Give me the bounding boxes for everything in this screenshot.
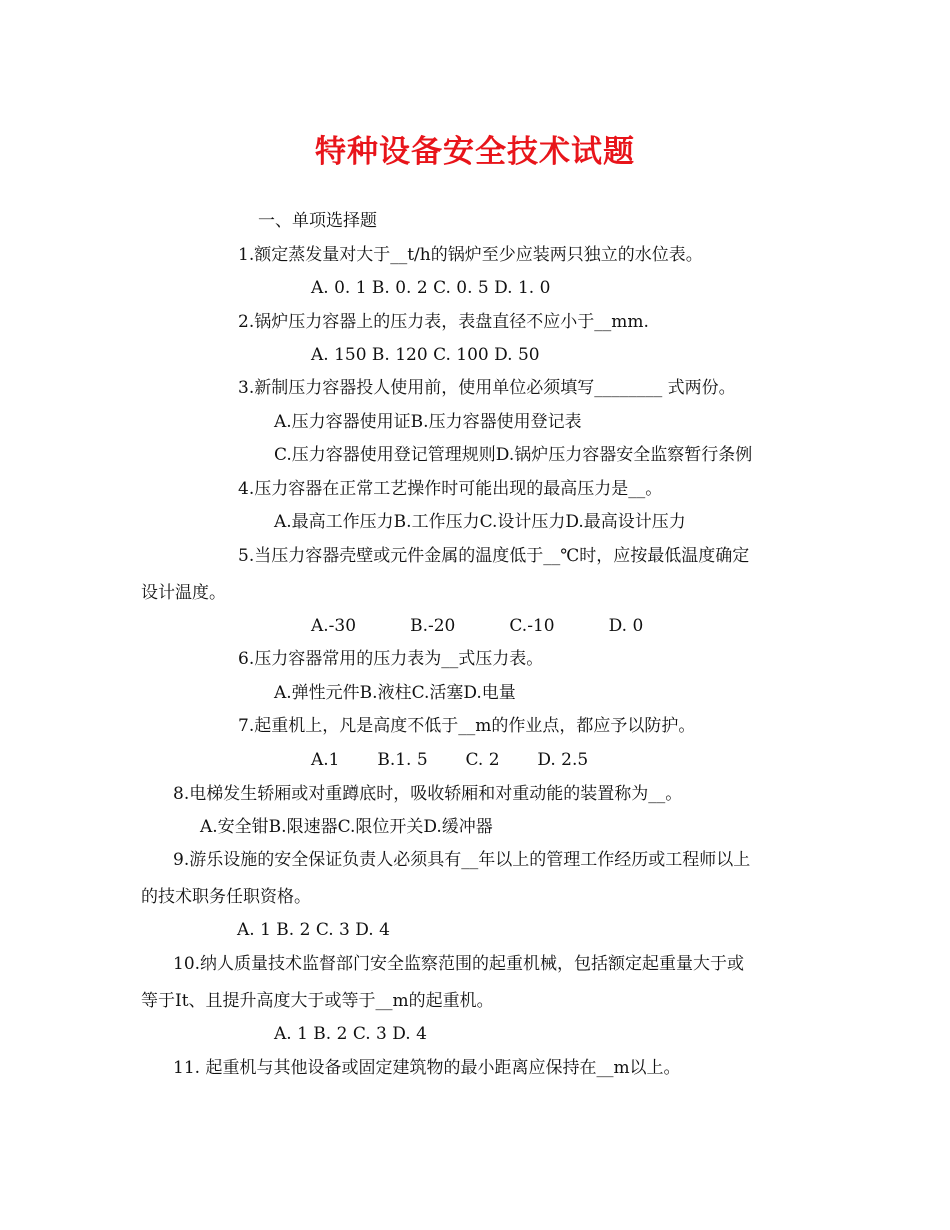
question-8-options: A.安全钳B.限速器C.限位开关D.缓冲器	[200, 817, 493, 837]
section-heading: 一、单项选择题	[258, 211, 377, 231]
question-9-options: A. 1 B. 2 C. 3 D. 4	[237, 920, 390, 940]
document-title: 特种设备安全技术试题	[315, 134, 635, 170]
question-1-options: A. 0. 1 B. 0. 2 C. 0. 5 D. 1. 0	[311, 278, 551, 298]
question-7-stem: 7.起重机上，凡是高度不低于__m的作业点，都应予以防护。	[238, 716, 696, 736]
question-10-options: A. 1 B. 2 C. 3 D. 4	[274, 1024, 427, 1044]
question-5-options: A.-30 B.-20 C.-10 D. 0	[311, 616, 644, 636]
question-7-options: A.1 B.1. 5 C. 2 D. 2.5	[311, 750, 589, 770]
question-3-options-line-1: A.压力容器使用证B.压力容器使用登记表	[274, 412, 582, 432]
question-11-stem: 11. 起重机与其他设备或固定建筑物的最小距离应保持在__m以上。	[173, 1058, 681, 1078]
question-2-options: A. 150 B. 120 C. 100 D. 50	[311, 345, 540, 365]
question-4-stem: 4.压力容器在正常工艺操作时可能出现的最高压力是__。	[238, 479, 663, 499]
question-1-stem: 1.额定蒸发量对大于__t/h的锅炉至少应装两只独立的水位表。	[238, 245, 703, 265]
question-5-stem: 5.当压力容器壳壁或元件金属的温度低于__℃时，应按最低温度确定	[238, 546, 750, 566]
question-9-stem-continued: 的技术职务任职资格。	[141, 887, 311, 907]
question-9-stem: 9.游乐设施的安全保证负责人必须具有__年以上的管理工作经历或工程师以上	[173, 850, 751, 870]
question-10-stem-continued: 等于It、且提升高度大于或等于__m的起重机。	[141, 991, 494, 1011]
question-4-options: A.最高工作压力B.工作压力C.设计压力D.最高设计压力	[274, 512, 686, 532]
question-8-stem: 8.电梯发生轿厢或对重蹲底时，吸收轿厢和对重动能的装置称为__。	[173, 784, 683, 804]
question-6-options: A.弹性元件B.液柱C.活塞D.电量	[274, 683, 516, 703]
question-3-options-line-2: C.压力容器使用登记管理规则D.锅炉压力容器安全监察暂行条例	[274, 445, 753, 465]
question-2-stem: 2.锅炉压力容器上的压力表，表盘直径不应小于__mm.	[238, 312, 649, 332]
question-3-stem: 3.新制压力容器投人使用前，使用单位必须填写________ 式两份。	[238, 378, 736, 398]
question-10-stem: 10.纳人质量技术监督部门安全监察范围的起重机械，包括额定起重量大于或	[173, 954, 745, 974]
question-6-stem: 6.压力容器常用的压力表为__式压力表。	[238, 649, 544, 669]
question-5-stem-continued: 设计温度。	[141, 583, 226, 603]
